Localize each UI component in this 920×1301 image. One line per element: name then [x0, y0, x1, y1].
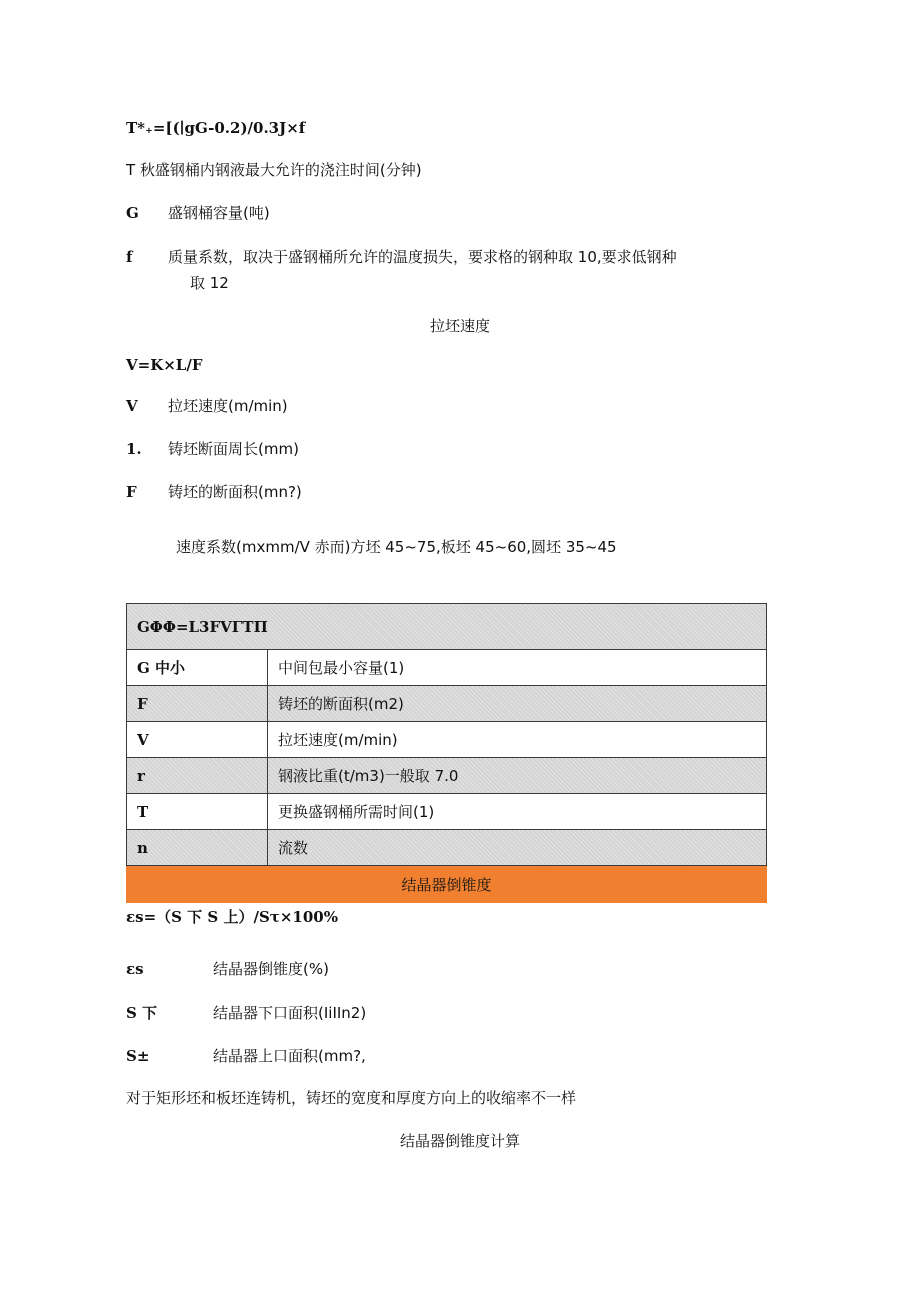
symbol-f2: F [126, 483, 137, 501]
table-description: 更换盛钢桶所需时间(1) [268, 794, 767, 830]
symbol-epsilon: εs [126, 960, 144, 978]
table-row [127, 794, 767, 830]
table-symbol: G 中小 [127, 650, 268, 686]
table-description: 流数 [268, 830, 767, 866]
definition-epsilon: 结晶器倒锥度(%) [213, 960, 329, 978]
tundish-capacity-table [126, 603, 767, 903]
table-symbol: T [127, 794, 268, 830]
table-row [127, 758, 767, 794]
table-description: 铸坯的断面积(m2) [268, 686, 767, 722]
heading-mold-taper: 结晶器倒锥度 [127, 866, 767, 903]
symbol-s-lower: S 下 [126, 1004, 158, 1022]
formula-t: T*₊=[(∣gG-0.2)/0.3J×f [126, 119, 306, 137]
speed-coefficient: 速度系数(mxmm/V 赤而)方坯 45~75,板坯 45~60,圆坯 35~45 [176, 538, 617, 556]
shrinkage-note: 对于矩形坯和板坯连铸机，铸坯的宽度和厚度方向上的收缩率不一样 [126, 1089, 577, 1107]
definition-f-continued: 取 12 [190, 274, 229, 292]
table-row [127, 686, 767, 722]
table-row [127, 722, 767, 758]
definition-l: 铸坯断面周长(mm) [168, 440, 299, 458]
table-symbol: F [127, 686, 268, 722]
table-description: 钢液比重(t/m3)一般取 7.0 [268, 758, 767, 794]
formula-taper: εs=（S 下 S 上）/Sτ×100% [126, 908, 338, 926]
definition-g: 盛钢桶容量(吨) [168, 204, 270, 222]
symbol-v: V [126, 397, 138, 415]
definition-t: T 秋盛钢桶内钢液最大允许的浇注时间(分钟) [126, 161, 422, 179]
heading-taper-calculation: 结晶器倒锥度计算 [399, 1132, 520, 1150]
table-header-row [127, 604, 767, 650]
definition-s-lower: 结晶器下口面积(IiIIn2) [213, 1004, 367, 1022]
definition-f: 质量系数，取决于盛钢桶所允许的温度损失，要求格的钢种取 10,要求低钢种 [168, 248, 677, 266]
table-footer-row [127, 866, 767, 903]
symbol-l: 1. [126, 440, 142, 458]
table-description: 拉坯速度(m/min) [268, 722, 767, 758]
symbol-g: G [126, 204, 139, 222]
definition-s-upper: 结晶器上口面积(mm?, [213, 1047, 366, 1065]
table-row [127, 830, 767, 866]
table-symbol: n [127, 830, 268, 866]
definition-v: 拉坯速度(m/min) [168, 397, 288, 415]
table-formula: GΦΦ=L3FVΓTΠ [127, 604, 767, 650]
heading-casting-speed: 拉坯速度 [429, 317, 490, 335]
table-symbol: V [127, 722, 268, 758]
formula-v: V=K×L/F [126, 356, 203, 374]
symbol-s-upper: S± [126, 1047, 150, 1065]
table-symbol: r [127, 758, 268, 794]
table-description: 中间包最小容量(1) [268, 650, 767, 686]
symbol-f: f [126, 248, 133, 266]
table-row [127, 650, 767, 686]
definition-f2: 铸坯的断面积(mn?) [168, 483, 302, 501]
